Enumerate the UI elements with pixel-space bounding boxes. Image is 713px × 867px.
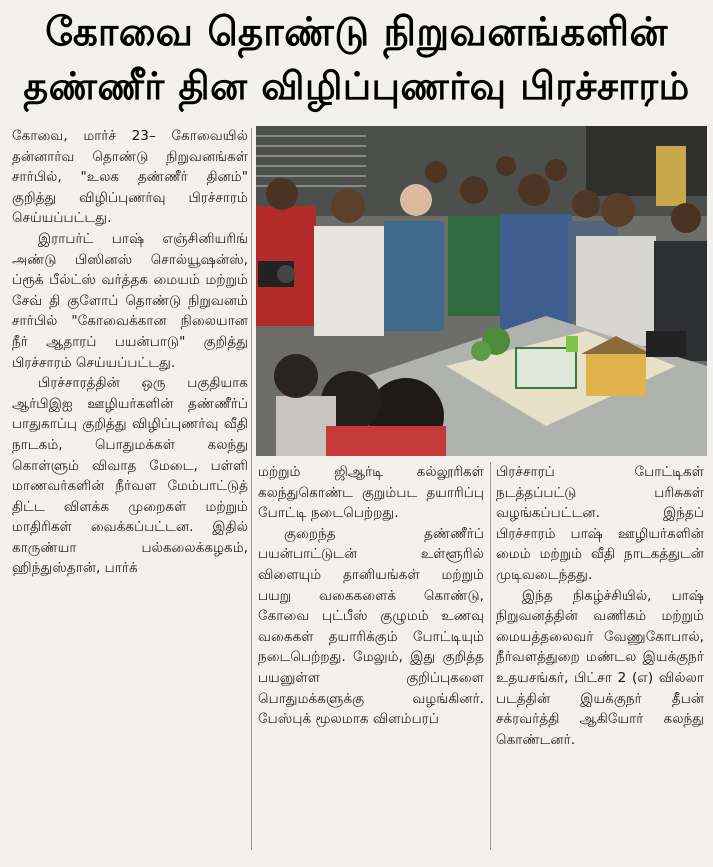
news-photo-illustration bbox=[256, 126, 707, 456]
article-paragraph: பிரச்சாரப் போட்டிகள் நடத்தப்பட்டு பரிசுகள் வழங்கப்பட்டன. இந்தப் பிரச்சாரம் பாஷ் ஊழியர்களின் மைம் மற்றும் வீதி நாடகத்துடன் முடிவடைந்தது. bbox=[496, 464, 704, 583]
article-column-1 bbox=[12, 126, 248, 579]
headline-line-2: தண்ணீர் தின விழிப்புணர்வு பிரச்சாரம் bbox=[23, 64, 690, 108]
article-column-2 bbox=[258, 462, 484, 730]
headline bbox=[0, 6, 713, 112]
column-separator bbox=[251, 128, 252, 850]
article-paragraph: இந்த நிகழ்ச்சியில், பாஷ் நிறுவனத்தின் வணிகம் மற்றும் மையத்தலைவர் வேணுகோபால், நீர்வளத்துறை மண்டல இயக்குநர் உதயசங்கர், பிட்சா 2 (எ) வில்லா படத்தின் இயக்குநர் தீபன் சக்ரவர்த்தி ஆகியோர் கலந்து கொண்டனர். bbox=[496, 587, 704, 748]
article-paragraph: மற்றும் ஜிஆர்டி கல்லூரிகள் கலந்துகொண்ட குறும்பட தயாரிப்பு போட்டி நடைபெற்றது. bbox=[258, 464, 484, 522]
article-paragraph: பிரச்சாரத்தின் ஒரு பகுதியாக ஆர்பிஇஐ ஊழியர்களின் தண்ணீர்ப் பாதுகாப்பு குறித்து விழிப்புணர்வு வீதி நாடகம், பொதுமக்கள் கலந்து கொள்ளும் விவாத மேடை, பள்ளி மாணவர்களின் நீர்வள மேம்பாட்டுத் திட்ட விளக்க முறைகள் மற்றும் மாதிரிகள் வைக்கப்பட்டன. இதில் காருண்யா பல்கலைக்கழகம், ஹிந்துஸ்தான், பார்க் bbox=[12, 375, 248, 577]
article-paragraph: கோவை, மார்ச் 23– கோவையில் தன்னார்வ தொண்டு நிறுவனங்கள் சார்பில், "உலக தண்ணீர் தினம்" குறித்து விழிப்புணர்வு பிரச்சாரம் செய்யப்பட்டது. bbox=[12, 128, 248, 227]
headline-line-1: கோவை தொண்டு நிறுவனங்களின் bbox=[45, 10, 668, 55]
article-column-3 bbox=[496, 462, 704, 750]
column-separator bbox=[490, 462, 491, 850]
article-paragraph: இராபர்ட் பாஷ் எஞ்சினியரிங் அண்டு பிஸினஸ் சொல்யூஷன்ஸ், ப்ரூக் பீல்ட்ஸ் வர்த்தக மையம் மற்றும் சேவ் தி குளோப் தொண்டு நிறுவனம் சார்பில் "கோவைக்கான நிலையான நீர் ஆதாரப் பயன்பாடு" குறித்து பிரச்சாரம் செய்யப்பட்டது. bbox=[12, 230, 248, 371]
news-photo bbox=[256, 126, 707, 456]
article-paragraph: குறைந்த தண்ணீர்ப் பயன்பாட்டுடன் உள்ளூரில் விளையும் தானியங்கள் மற்றும் பயறு வகைகளைக் கொண்டு, கோவை புட்பீஸ் குழுமம் உணவு வகைகள் தயாரிக்கும் போட்டியும் நடைபெற்றது. மேலும், இது குறித்த பயனுள்ள குறிப்புகளை பொதுமக்களுக்கு வழங்கினர். பேஸ்புக் மூலமாக விளம்பரப் bbox=[258, 525, 484, 728]
